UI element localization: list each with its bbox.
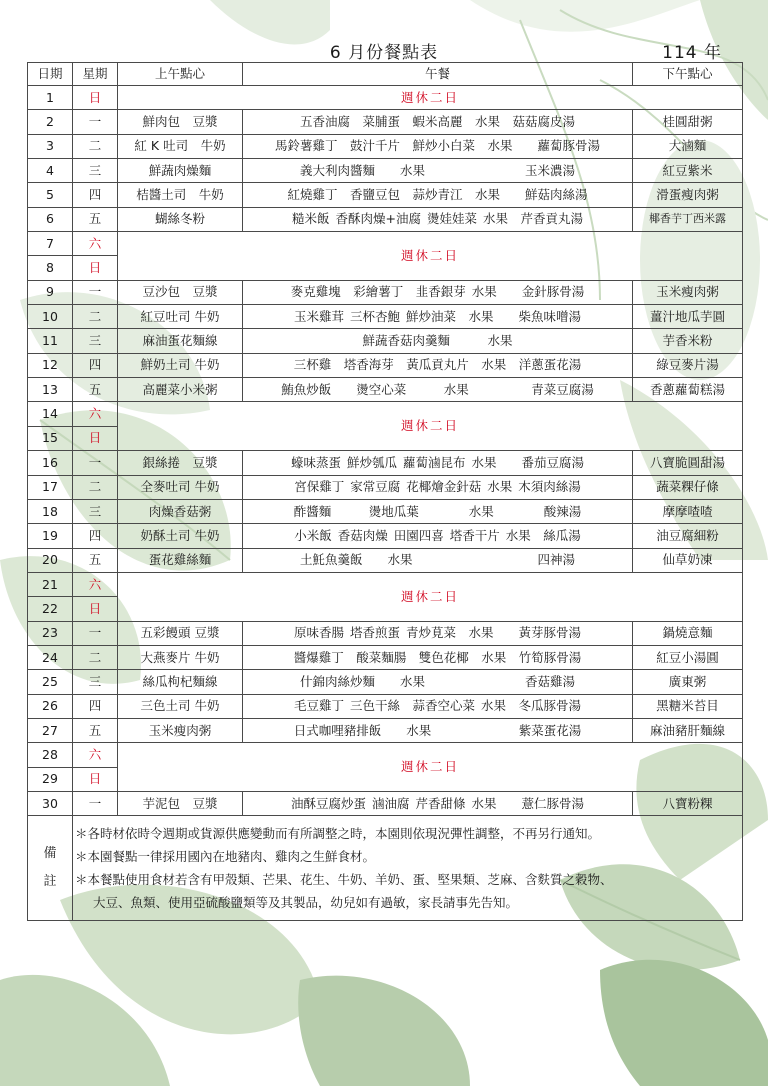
morning-snack-cell: 紅 K 吐司 牛奶: [118, 134, 243, 158]
weekday-cell: 日: [73, 86, 118, 110]
date-cell: 16: [28, 451, 73, 475]
lunch-cell: 義大利肉醬麵 水果 玉米濃湯: [243, 159, 633, 183]
date-cell: 14: [28, 402, 73, 426]
date-cell: 28: [28, 743, 73, 767]
weekday-cell: 二: [73, 645, 118, 669]
lunch-cell: 五香油腐 菜脯蛋 蝦米高麗 水果 菇菇腐皮湯: [243, 110, 633, 134]
weekday-cell: 六: [73, 232, 118, 256]
lunch-cell: 馬鈴薯雞丁 鼓汁千片 鮮炒小白菜 水果 蘿蔔豚骨湯: [243, 134, 633, 158]
afternoon-snack-cell: 廣東粥: [633, 670, 743, 694]
weekday-cell: 二: [73, 134, 118, 158]
weekday-cell: 四: [73, 353, 118, 377]
table-row: [28, 183, 743, 207]
afternoon-snack-cell: 油豆腐細粉: [633, 524, 743, 548]
afternoon-snack-cell: 黑糖米苔目: [633, 694, 743, 718]
date-cell: 10: [28, 305, 73, 329]
date-cell: 8: [28, 256, 73, 280]
weekday-cell: 五: [73, 548, 118, 572]
table-row: [28, 110, 743, 134]
date-cell: 13: [28, 378, 73, 402]
morning-snack-cell: 紅豆吐司 牛奶: [118, 305, 243, 329]
date-cell: 21: [28, 572, 73, 596]
lunch-cell: 油酥豆腐炒蛋 滷油腐 芹香甜條 水果 薏仁豚骨湯: [243, 791, 633, 815]
afternoon-snack-cell: 摩摩喳喳: [633, 499, 743, 523]
weekday-cell: 日: [73, 597, 118, 621]
table-row: [28, 621, 743, 645]
morning-snack-cell: 麻油蛋花麵線: [118, 329, 243, 353]
morning-snack-cell: 絲瓜枸杞麵線: [118, 670, 243, 694]
weekday-cell: 四: [73, 694, 118, 718]
afternoon-snack-cell: 八寶粉粿: [633, 791, 743, 815]
table-row: [28, 694, 743, 718]
morning-snack-cell: 奶酥土司 牛奶: [118, 524, 243, 548]
weekday-cell: 五: [73, 378, 118, 402]
table-row: [28, 134, 743, 158]
weekday-cell: 三: [73, 670, 118, 694]
lunch-cell: 毛豆雞丁 三色干絲 蒜香空心菜 水果 冬瓜豚骨湯: [243, 694, 633, 718]
lunch-cell: 酢醬麵 燙地瓜葉 水果 酸辣湯: [243, 499, 633, 523]
afternoon-snack-cell: 蔬菜粿仔條: [633, 475, 743, 499]
table-row: [28, 524, 743, 548]
date-cell: 12: [28, 353, 73, 377]
year-label: 114 年: [662, 43, 722, 63]
header-afternoon: 下午點心: [633, 63, 743, 86]
lunch-cell: 蠔味蒸蛋 鮮炒瓠瓜 蘿蔔滷昆布 水果 番茄豆腐湯: [243, 451, 633, 475]
weekday-cell: 六: [73, 402, 118, 426]
table-row: [28, 475, 743, 499]
weekend-cell: 週休二日: [118, 402, 743, 451]
weekday-cell: 五: [73, 207, 118, 231]
date-cell: 11: [28, 329, 73, 353]
morning-snack-cell: 鮮蔬肉燥麵: [118, 159, 243, 183]
afternoon-snack-cell: 滑蛋瘦肉粥: [633, 183, 743, 207]
header-date: 日期: [28, 63, 73, 86]
weekday-cell: 一: [73, 621, 118, 645]
lunch-cell: 鮪魚炒飯 燙空心菜 水果 青菜豆腐湯: [243, 378, 633, 402]
morning-snack-cell: 豆沙包 豆漿: [118, 280, 243, 304]
table-row: [28, 791, 743, 815]
lunch-cell: 小米飯 香菇肉燥 田園四喜 塔香干片 水果 絲瓜湯: [243, 524, 633, 548]
header-morning: 上午點心: [118, 63, 243, 86]
table-row: [28, 159, 743, 183]
notes-text: [73, 816, 743, 921]
notes-label: 備註: [28, 816, 73, 921]
afternoon-snack-cell: 玉米瘦肉粥: [633, 280, 743, 304]
morning-snack-cell: 芋泥包 豆漿: [118, 791, 243, 815]
weekday-cell: 一: [73, 451, 118, 475]
morning-snack-cell: 蝴絲冬粉: [118, 207, 243, 231]
afternoon-snack-cell: 八寶脆圓甜湯: [633, 451, 743, 475]
table-row: [28, 86, 743, 110]
date-cell: 6: [28, 207, 73, 231]
morning-snack-cell: 銀絲捲 豆漿: [118, 451, 243, 475]
date-cell: 7: [28, 232, 73, 256]
afternoon-snack-cell: 大滷麵: [633, 134, 743, 158]
lunch-cell: 什錦肉絲炒麵 水果 香菇雞湯: [243, 670, 633, 694]
date-cell: 22: [28, 597, 73, 621]
weekend-cell: 週休二日: [118, 743, 743, 792]
table-row: [28, 743, 743, 767]
weekday-cell: 一: [73, 110, 118, 134]
weekend-cell: 週休二日: [118, 572, 743, 621]
note-line-2: ＊本園餐點一律採用國內在地豬肉、雞肉之生鮮食材。: [75, 849, 376, 865]
table-row: [28, 645, 743, 669]
table-row: [28, 499, 743, 523]
date-cell: 24: [28, 645, 73, 669]
table-row: [28, 353, 743, 377]
weekday-cell: 四: [73, 183, 118, 207]
table-row: [28, 305, 743, 329]
weekday-cell: 一: [73, 280, 118, 304]
date-cell: 23: [28, 621, 73, 645]
date-cell: 29: [28, 767, 73, 791]
weekday-cell: 日: [73, 767, 118, 791]
date-cell: 1: [28, 86, 73, 110]
weekend-cell: 週休二日: [118, 232, 743, 281]
notes-row: [28, 816, 743, 921]
date-cell: 19: [28, 524, 73, 548]
morning-snack-cell: 桔醬土司 牛奶: [118, 183, 243, 207]
weekday-cell: 三: [73, 329, 118, 353]
afternoon-snack-cell: 椰香芋丁西米露: [633, 207, 743, 231]
table-row: [28, 232, 743, 256]
table-row: [28, 718, 743, 742]
date-cell: 17: [28, 475, 73, 499]
date-cell: 27: [28, 718, 73, 742]
weekday-cell: 三: [73, 499, 118, 523]
afternoon-snack-cell: 芋香米粉: [633, 329, 743, 353]
weekend-cell: 週休二日: [118, 86, 743, 110]
date-cell: 30: [28, 791, 73, 815]
lunch-cell: 宮保雞丁 家常豆腐 花椰燴金針菇 水果 木須肉絲湯: [243, 475, 633, 499]
table-row: [28, 451, 743, 475]
afternoon-snack-cell: 桂圓甜粥: [633, 110, 743, 134]
date-cell: 4: [28, 159, 73, 183]
date-cell: 26: [28, 694, 73, 718]
table-row: [28, 670, 743, 694]
weekday-cell: 二: [73, 475, 118, 499]
table-row: [28, 329, 743, 353]
afternoon-snack-cell: 紅豆小湯圓: [633, 645, 743, 669]
date-cell: 2: [28, 110, 73, 134]
weekday-cell: 日: [73, 256, 118, 280]
lunch-cell: 醬爆雞丁 酸菜麵腸 雙色花椰 水果 竹筍豚骨湯: [243, 645, 633, 669]
weekday-cell: 五: [73, 718, 118, 742]
date-cell: 3: [28, 134, 73, 158]
lunch-cell: 糙米飯 香酥肉燥+油腐 燙娃娃菜 水果 芹香貢丸湯: [243, 207, 633, 231]
date-cell: 25: [28, 670, 73, 694]
table-row: [28, 572, 743, 596]
date-cell: 9: [28, 280, 73, 304]
morning-snack-cell: 全麥吐司 牛奶: [118, 475, 243, 499]
lunch-cell: 紅燒雞丁 香鹽豆包 蒜炒青江 水果 鮮菇肉絲湯: [243, 183, 633, 207]
morning-snack-cell: 肉燥香菇粥: [118, 499, 243, 523]
morning-snack-cell: 大燕麥片 牛奶: [118, 645, 243, 669]
lunch-cell: 日式咖哩豬排飯 水果 紫菜蛋花湯: [243, 718, 633, 742]
weekday-cell: 二: [73, 305, 118, 329]
morning-snack-cell: 鮮奶土司 牛奶: [118, 353, 243, 377]
afternoon-snack-cell: 仙草奶凍: [633, 548, 743, 572]
afternoon-snack-cell: 麻油豬肝麵線: [633, 718, 743, 742]
table-row: [28, 378, 743, 402]
note-line-4: 大豆、魚類、使用亞硫酸鹽類等及其製品，幼兒如有過敏，家長請事先告知。: [93, 895, 519, 911]
date-cell: 15: [28, 426, 73, 450]
page-title: 6 月份餐點表: [329, 43, 439, 63]
header-lunch: 午餐: [243, 63, 633, 86]
table-row: [28, 548, 743, 572]
weekday-cell: 四: [73, 524, 118, 548]
morning-snack-cell: 蛋花雞絲麵: [118, 548, 243, 572]
meal-table: [27, 62, 743, 921]
morning-snack-cell: 鮮肉包 豆漿: [118, 110, 243, 134]
table-header-row: [28, 63, 743, 86]
morning-snack-cell: 五彩饅頭 豆漿: [118, 621, 243, 645]
afternoon-snack-cell: 紅豆紫米: [633, 159, 743, 183]
note-line-3: ＊本餐點使用食材若含有甲殼類、芒果、花生、牛奶、羊奶、蛋、堅果類、芝麻、含麩質之穀物、: [75, 872, 613, 888]
date-cell: 20: [28, 548, 73, 572]
weekday-cell: 三: [73, 159, 118, 183]
table-row: [28, 402, 743, 426]
afternoon-snack-cell: 鍋燒意麵: [633, 621, 743, 645]
header-weekday: 星期: [73, 63, 118, 86]
morning-snack-cell: 玉米瘦肉粥: [118, 718, 243, 742]
weekday-cell: 六: [73, 572, 118, 596]
lunch-cell: 玉米雞茸 三杯杏鮑 鮮炒油菜 水果 柴魚味噌湯: [243, 305, 633, 329]
weekday-cell: 日: [73, 426, 118, 450]
table-row: [28, 207, 743, 231]
morning-snack-cell: 高麗菜小米粥: [118, 378, 243, 402]
table-row: [28, 280, 743, 304]
lunch-cell: 原味香腸 塔香煎蛋 青炒莧菜 水果 黃芽豚骨湯: [243, 621, 633, 645]
afternoon-snack-cell: 香蔥蘿蔔糕湯: [633, 378, 743, 402]
morning-snack-cell: 三色土司 牛奶: [118, 694, 243, 718]
weekday-cell: 六: [73, 743, 118, 767]
weekday-cell: 一: [73, 791, 118, 815]
lunch-cell: 三杯雞 塔香海芽 黃瓜貢丸片 水果 洋蔥蛋花湯: [243, 353, 633, 377]
date-cell: 18: [28, 499, 73, 523]
note-line-1: ＊各時材依時令週期或貨源供應變動而有所調整之時，本園則依現況彈性調整，不再另行通知。: [75, 826, 601, 842]
lunch-cell: 麥克雞塊 彩繪薯丁 韭香銀芽 水果 金針豚骨湯: [243, 280, 633, 304]
lunch-cell: 鮮蔬香菇肉羹麵 水果: [243, 329, 633, 353]
afternoon-snack-cell: 綠豆麥片湯: [633, 353, 743, 377]
lunch-cell: 土魠魚羹飯 水果 四神湯: [243, 548, 633, 572]
afternoon-snack-cell: 薑汁地瓜芋圓: [633, 305, 743, 329]
date-cell: 5: [28, 183, 73, 207]
